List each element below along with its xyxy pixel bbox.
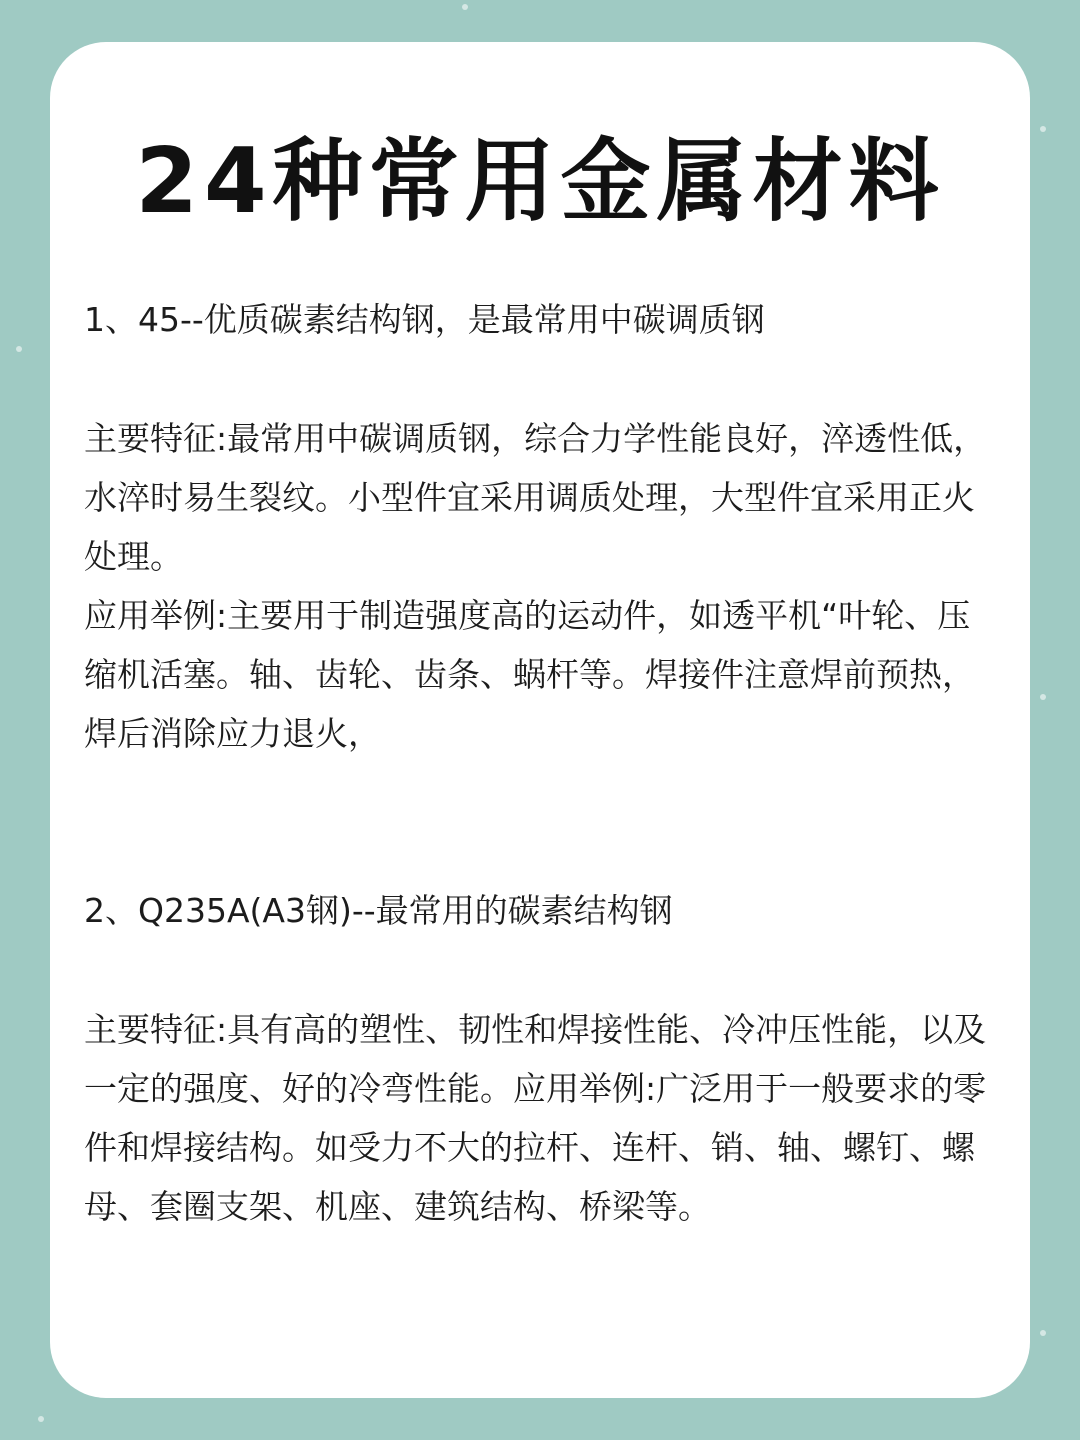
decor-dot bbox=[462, 4, 468, 10]
page-title: 24种常用金属材料 bbox=[135, 129, 945, 234]
section-2-heading: 2、Q235A(A3钢)--最常用的碳素结构钢 bbox=[84, 891, 673, 930]
article-body bbox=[84, 290, 996, 1236]
section-1-features: 主要特征:最常用中碳调质钢，综合力学性能良好，淬透性低，水淬时易生裂纹。小型件宜采用调质处理，大型件宜采用正火处理。 bbox=[84, 419, 987, 576]
section-1-heading: 1、45--优质碳素结构钢，是最常用中碳调质钢 bbox=[84, 300, 765, 339]
section-1-applications: 应用举例:主要用于制造强度高的运动件，如透平机“叶轮、压缩机活塞。轴、齿轮、齿条、蜗杆等。焊接件注意焊前预热，焊后消除应力退火， bbox=[84, 596, 975, 753]
spacer bbox=[84, 763, 996, 881]
decor-dot bbox=[1040, 694, 1046, 700]
content-card bbox=[50, 42, 1030, 1398]
decor-dot bbox=[1040, 1330, 1046, 1336]
spacer bbox=[84, 940, 996, 1000]
decor-dot bbox=[1040, 126, 1046, 132]
decor-dot bbox=[16, 346, 22, 352]
spacer bbox=[84, 349, 996, 409]
decor-dot bbox=[38, 1416, 44, 1422]
section-2-features-applications: 主要特征:具有高的塑性、韧性和焊接性能、冷冲压性能，以及一定的强度、好的冷弯性能。应用举例:广泛用于一般要求的零件和焊接结构。如受力不大的拉杆、连杆、销、轴、螺钉、螺母、套圈支架、机座、建筑结构、桥梁等。 bbox=[84, 1010, 987, 1226]
